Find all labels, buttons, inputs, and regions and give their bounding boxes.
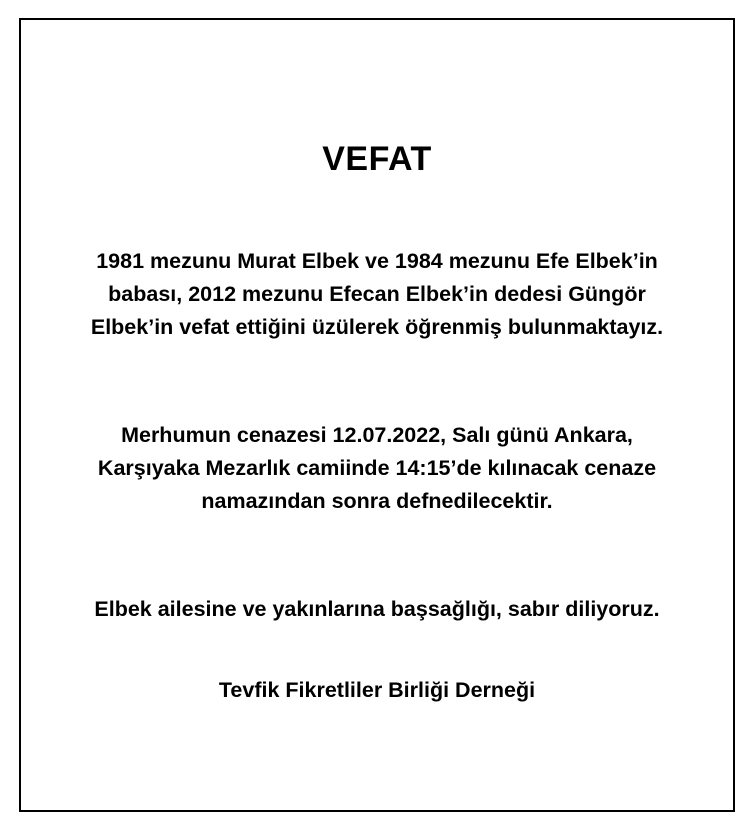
signature-text: Tevfik Fikretliler Birliği Derneği <box>218 678 536 702</box>
announcement-paragraph <box>21 245 733 344</box>
announcement-line-2: babası, 2012 mezunu Efecan Elbek’in dedesi Güngör <box>108 282 646 306</box>
announcement-line-3: Elbek’in vefat ettiğini üzülerek öğrenmiş bulunmaktayız. <box>90 315 664 339</box>
funeral-line-2: Karşıyaka Mezarlık camiinde 14:15’de kılınacak cenaze <box>97 456 657 480</box>
funeral-line-3: namazından sonra defnedilecektir. <box>201 489 553 513</box>
notice-title: VEFAT <box>322 140 432 178</box>
announcement-line-1: 1981 mezunu Murat Elbek ve 1984 mezunu Efe Elbek’in <box>96 249 658 273</box>
condolence-text: Elbek ailesine ve yakınlarına başsağlığı, sabır diliyoruz. <box>94 597 660 621</box>
funeral-details-paragraph <box>21 419 733 518</box>
notice-frame <box>19 18 735 812</box>
funeral-line-1: Merhumun cenazesi 12.07.2022, Salı günü Ankara, <box>121 423 633 447</box>
